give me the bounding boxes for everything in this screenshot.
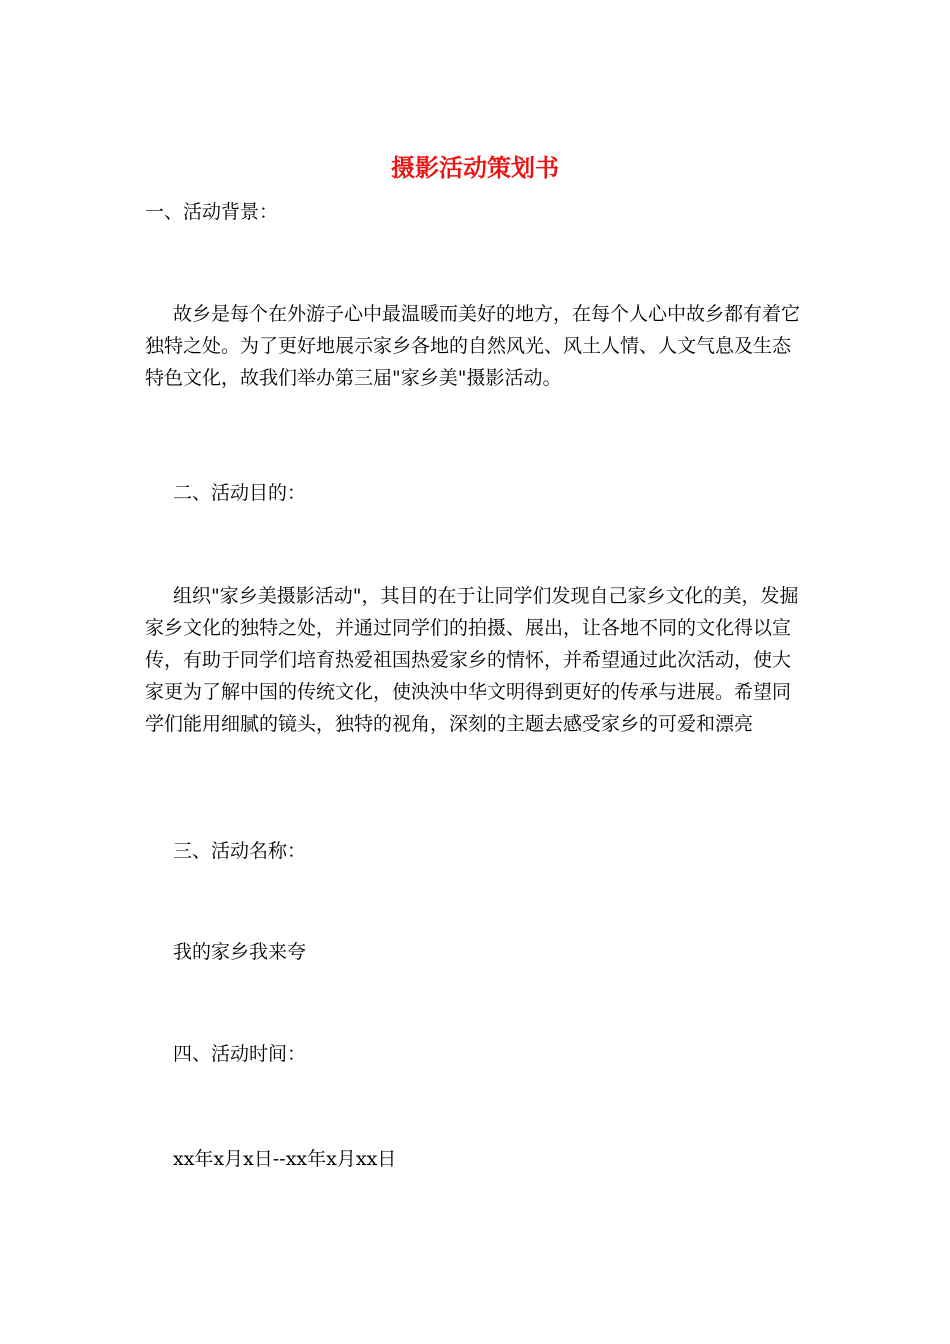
paragraph-purpose: [145, 580, 810, 740]
paragraph-line: 家更为了解中国的传统文化，使泱泱中华文明得到更好的传承与进展。希望同: [145, 681, 792, 703]
section-heading-background: 一、活动背景：: [145, 201, 279, 223]
paragraph-line: 家乡文化的独特之处，并通过同学们的拍摄、展出，让各地不同的文化得以宣: [145, 617, 792, 639]
paragraph-line: 传，有助于同学们培育热爱祖国热爱家乡的情怀，并希望通过此次活动，使大: [145, 649, 792, 671]
section-heading-name: 三、活动名称：: [173, 840, 307, 862]
paragraph-line: 组织"家乡美摄影活动"，其目的在于让同学们发现自己家乡文化的美，发掘: [173, 585, 799, 607]
paragraph-line: 特色文化，故我们举办第三届"家乡美"摄影活动。: [145, 367, 562, 389]
document-title: 摄影活动策划书: [391, 153, 559, 182]
paragraph-line: 故乡是每个在外游子心中最温暖而美好的地方，在每个人心中故乡都有着它: [173, 303, 801, 325]
paragraph-line: 独特之处。为了更好地展示家乡各地的自然风光、风土人情、人文气息及生态: [145, 335, 792, 357]
paragraph-background: [145, 298, 810, 394]
activity-name: 我的家乡我来夸: [173, 941, 307, 963]
paragraph-line: 学们能用细腻的镜头，独特的视角，深刻的主题去感受家乡的可爱和漂亮: [145, 713, 754, 735]
activity-time: xx年x月x日--xx年x月xx日: [173, 1148, 397, 1170]
section-heading-purpose: 二、活动目的：: [173, 482, 307, 504]
section-heading-time: 四、活动时间：: [173, 1043, 307, 1065]
